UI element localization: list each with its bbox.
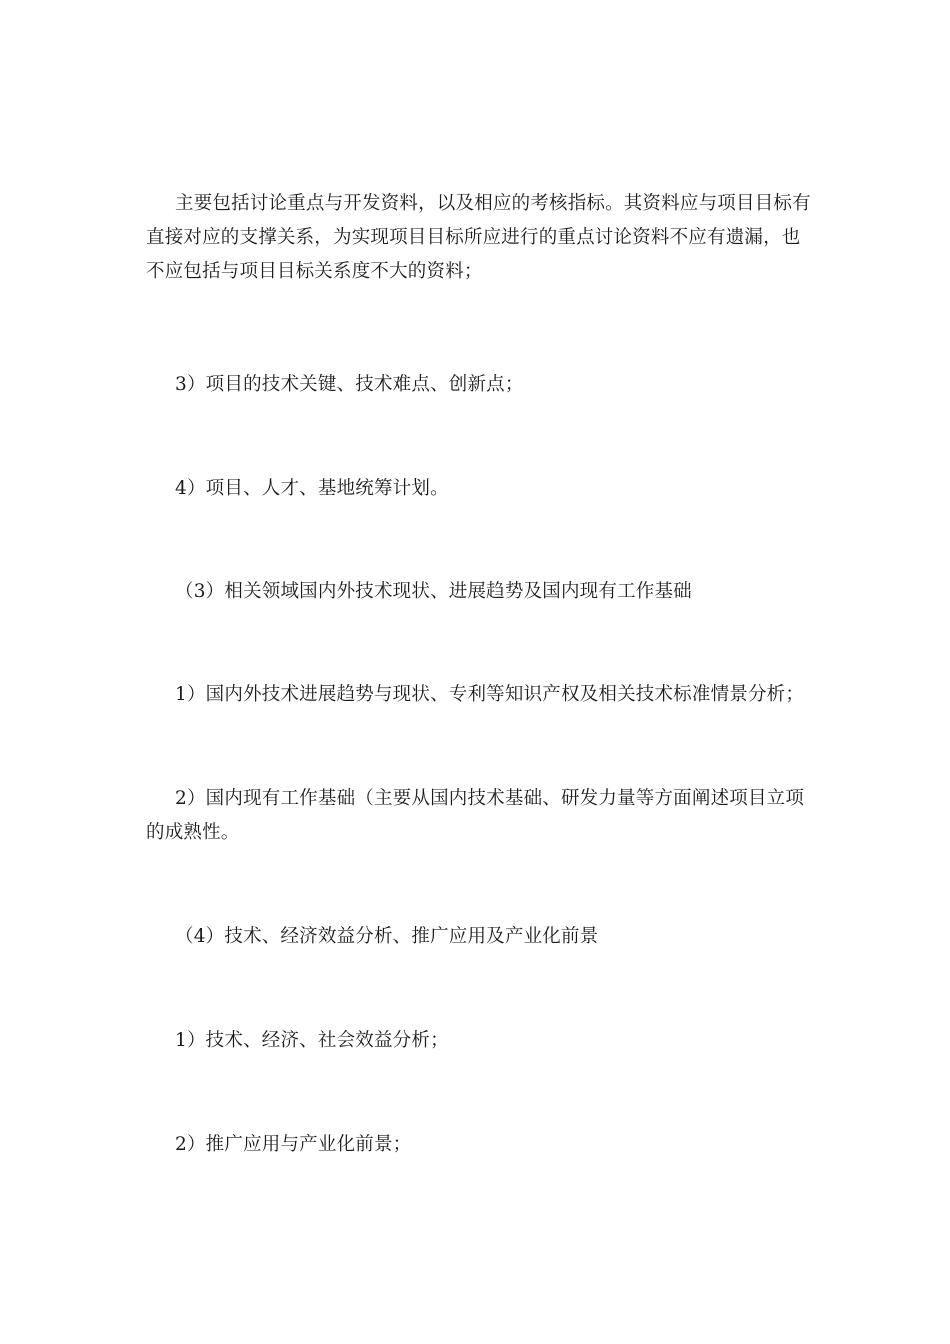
section-heading-4: （4）技术、经济效益分析、推广应用及产业化前景: [175, 926, 599, 947]
paragraph-item-3-tech-keys: 3）项目的技术关键、技术难点、创新点；: [175, 374, 524, 395]
paragraph-item-4-plan: 4）项目、人才、基地统筹计划。: [175, 478, 449, 499]
paragraph-main-content: 主要包括讨论重点与开发资料，以及相应的考核指标。其资料应与项目目标有直接对应的支撑关系，为实现项目目标所应进行的重点讨论资料不应有遗漏，也不应包括与项目目标关系度不大的资料；: [146, 193, 811, 282]
paragraph-item-2-foundation: 2）国内现有工作基础（主要从国内技术基础、研发力量等方面阐述项目立项的成熟性。: [146, 788, 805, 843]
paragraph-item-2-prospects: 2）推广应用与产业化前景；: [175, 1134, 412, 1155]
section-heading-3: （3）相关领域国内外技术现状、进展趋势及国内现有工作基础: [175, 581, 692, 602]
paragraph-item-1-benefits: 1）技术、经济、社会效益分析；: [175, 1030, 449, 1051]
paragraph-item-1-trends: 1）国内外技术进展趋势与现状、专利等知识产权及相关技术标准情景分析；: [175, 684, 805, 705]
